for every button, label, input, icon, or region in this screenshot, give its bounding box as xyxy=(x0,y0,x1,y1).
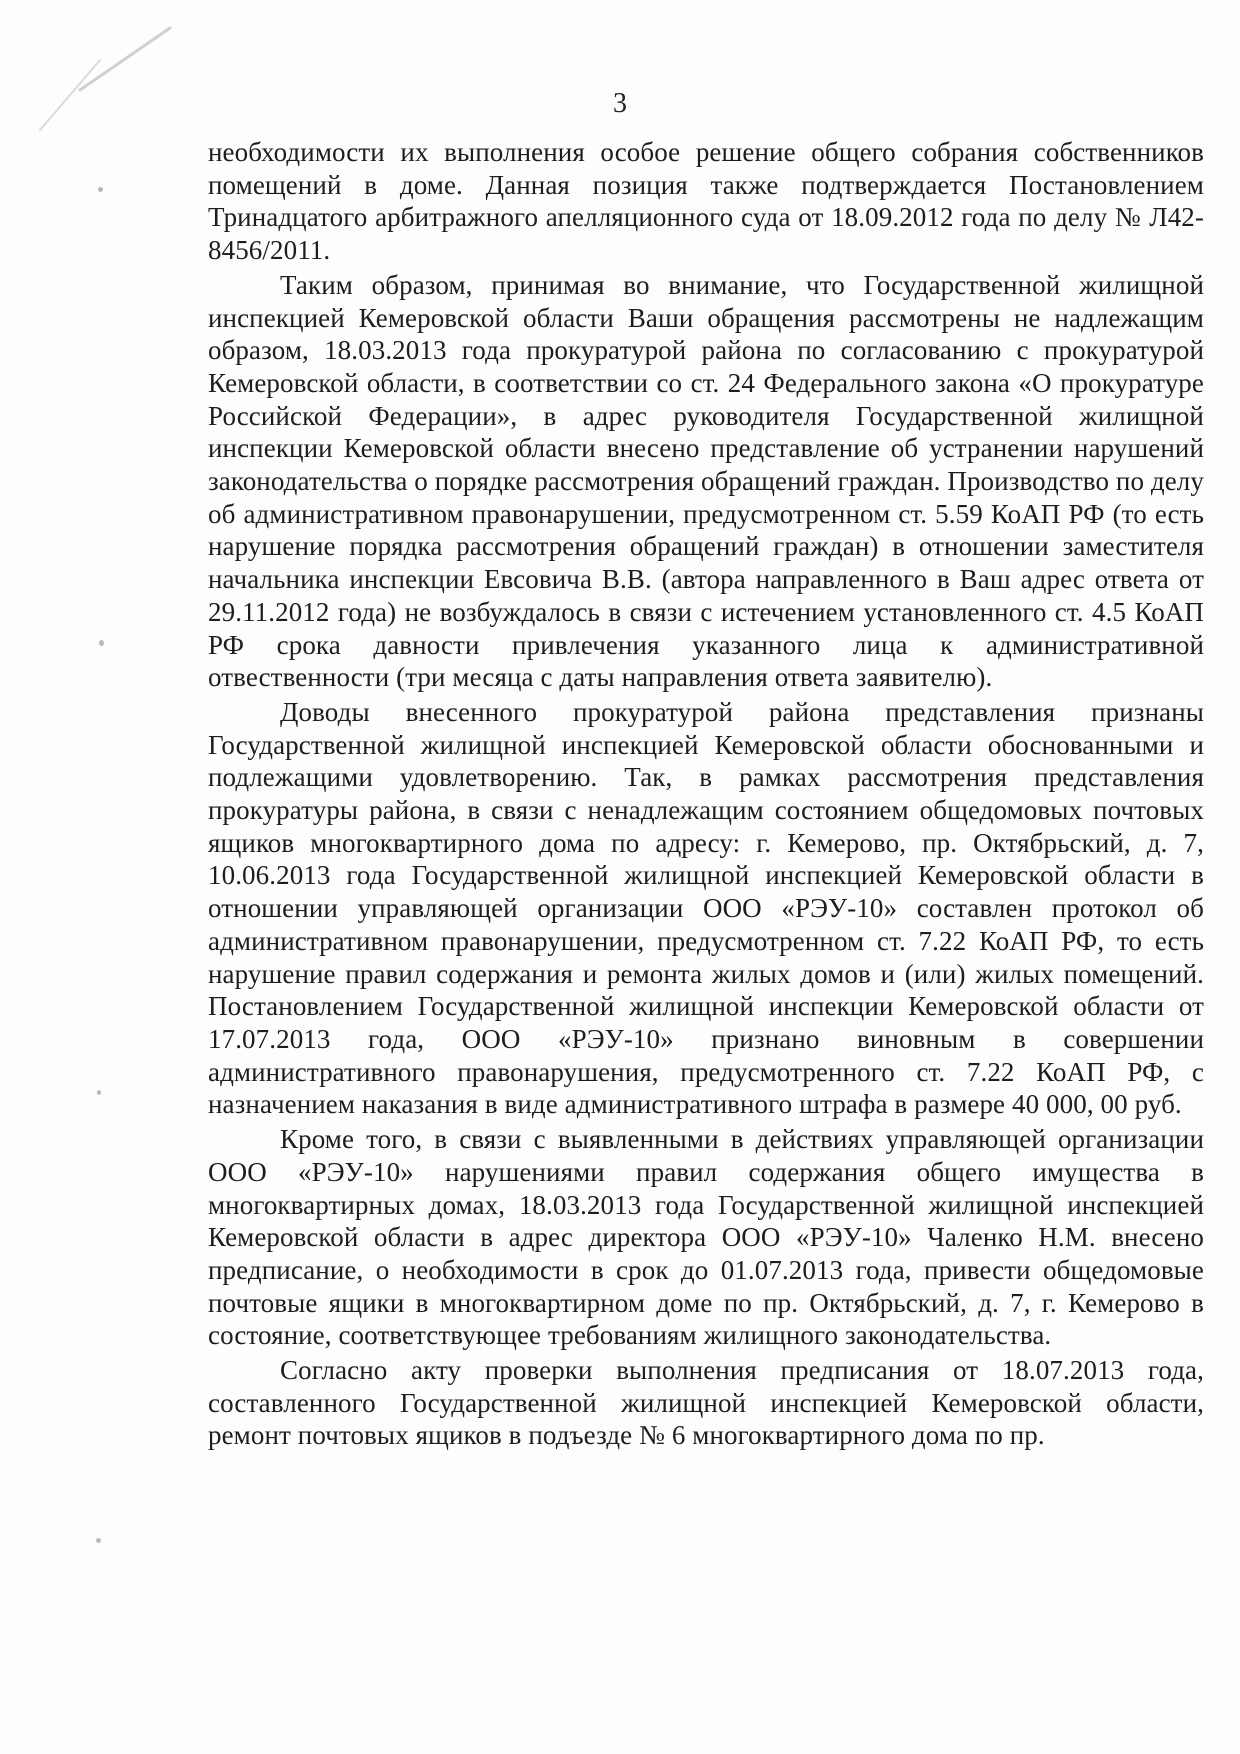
paragraph-arguments-accepted: Доводы внесенного прокуратурой района представления признаны Государственной жилищной инспекцией Кемеровской области обоснованными и подлежащими удовлетворению. Так, в рамках рассмотрения представления прокуратуры района, в связи с ненадлежащим состоянием общедомовых почтовых ящиков многоквартирного дома по адресу: г. Кемерово, пр. Октябрьский, д. 7, 10.06.2013 года Государственной жилищной инспекцией Кемеровской области в отношении управляющей организации ООО «РЭУ-10» составлен протокол об административном правонарушении, предусмотренном ст. 7.22 КоАП РФ, то есть нарушение правил содержания и ремонта жилых домов и (или) жилых помещений. Постановлением Государственной жилищной инспекции Кемеровской области от 17.07.2013 года, ООО «РЭУ-10» признано виновным в совершении административного правонарушения, предусмотренного ст. 7.22 КоАП РФ, с назначением наказания в виде административного штрафа в размере 40 000, 00 руб. xyxy=(208,696,1204,1120)
paragraph-continuation: необходимости их выполнения особое решение общего собрания собственников помещений в доме. Данная позиция также подтверждается Постановлением Тринадцатого арбитражного апелляционного суда от 18.09.2012 года по делу № Л42-8456/2011. xyxy=(208,137,1204,266)
scan-dot xyxy=(96,1538,101,1543)
paragraph-order-issued: Кроме того, в связи с выявленными в действиях управляющей организации ООО «РЭУ-10» нарушениями правил содержания общего имущества в многоквартирных домах, 18.03.2013 года Государственной жилищной инспекцией Кемеровской области в адрес директора ООО «РЭУ-10» Чаленко Н.М. внесено предписание, о необходимости в срок до 01.07.2013 года, привести общедомовые почтовые ящики в многоквартирном доме по пр. Октябрьский, д. 7, г. Кемерово в состояние, соответствующее требованиям жилищного законодательства. xyxy=(208,1124,1204,1351)
scan-dot xyxy=(98,187,103,192)
scan-dot xyxy=(99,640,104,646)
scan-dot xyxy=(97,1090,101,1095)
paragraph-inspection-representation: Таким образом, принимая во внимание, что Государственной жилищной инспекцией Кемеровской области Ваши обращения рассмотрены не надлежащим образом, 18.03.2013 года прокуратурой района по согласованию с прокуратурой Кемеровской области, в соответствии со ст. 24 Федерального закона «О прокуратуре Российской Федерации», в адрес руководителя Государственной жилищной инспекции Кемеровской области внесено представление об устранении нарушений законодательства о порядке рассмотрения обращений граждан. Производство по делу об административном правонарушении, предусмотренном ст. 5.59 КоАП РФ (то есть нарушение порядка рассмотрения обращений граждан) в отношении заместителя начальника инспекции Евсовича В.В. (автора направленного в Ваш адрес ответа от 29.11.2012 года) не возбуждалось в связи с истечением установленного ст. 4.5 КоАП РФ срока давности привлечения указанного лица к административной отвественности (три месяца с даты направления ответа заявителю). xyxy=(208,269,1204,693)
paragraph-inspection-act: Согласно акту проверки выполнения предписания от 18.07.2013 года, составленного Государственной жилищной инспекцией Кемеровской области, ремонт почтовых ящиков в подъезде № 6 многоквартирного дома по пр. xyxy=(208,1355,1204,1451)
document-body xyxy=(208,136,1204,1454)
page-number: 3 xyxy=(613,88,627,119)
